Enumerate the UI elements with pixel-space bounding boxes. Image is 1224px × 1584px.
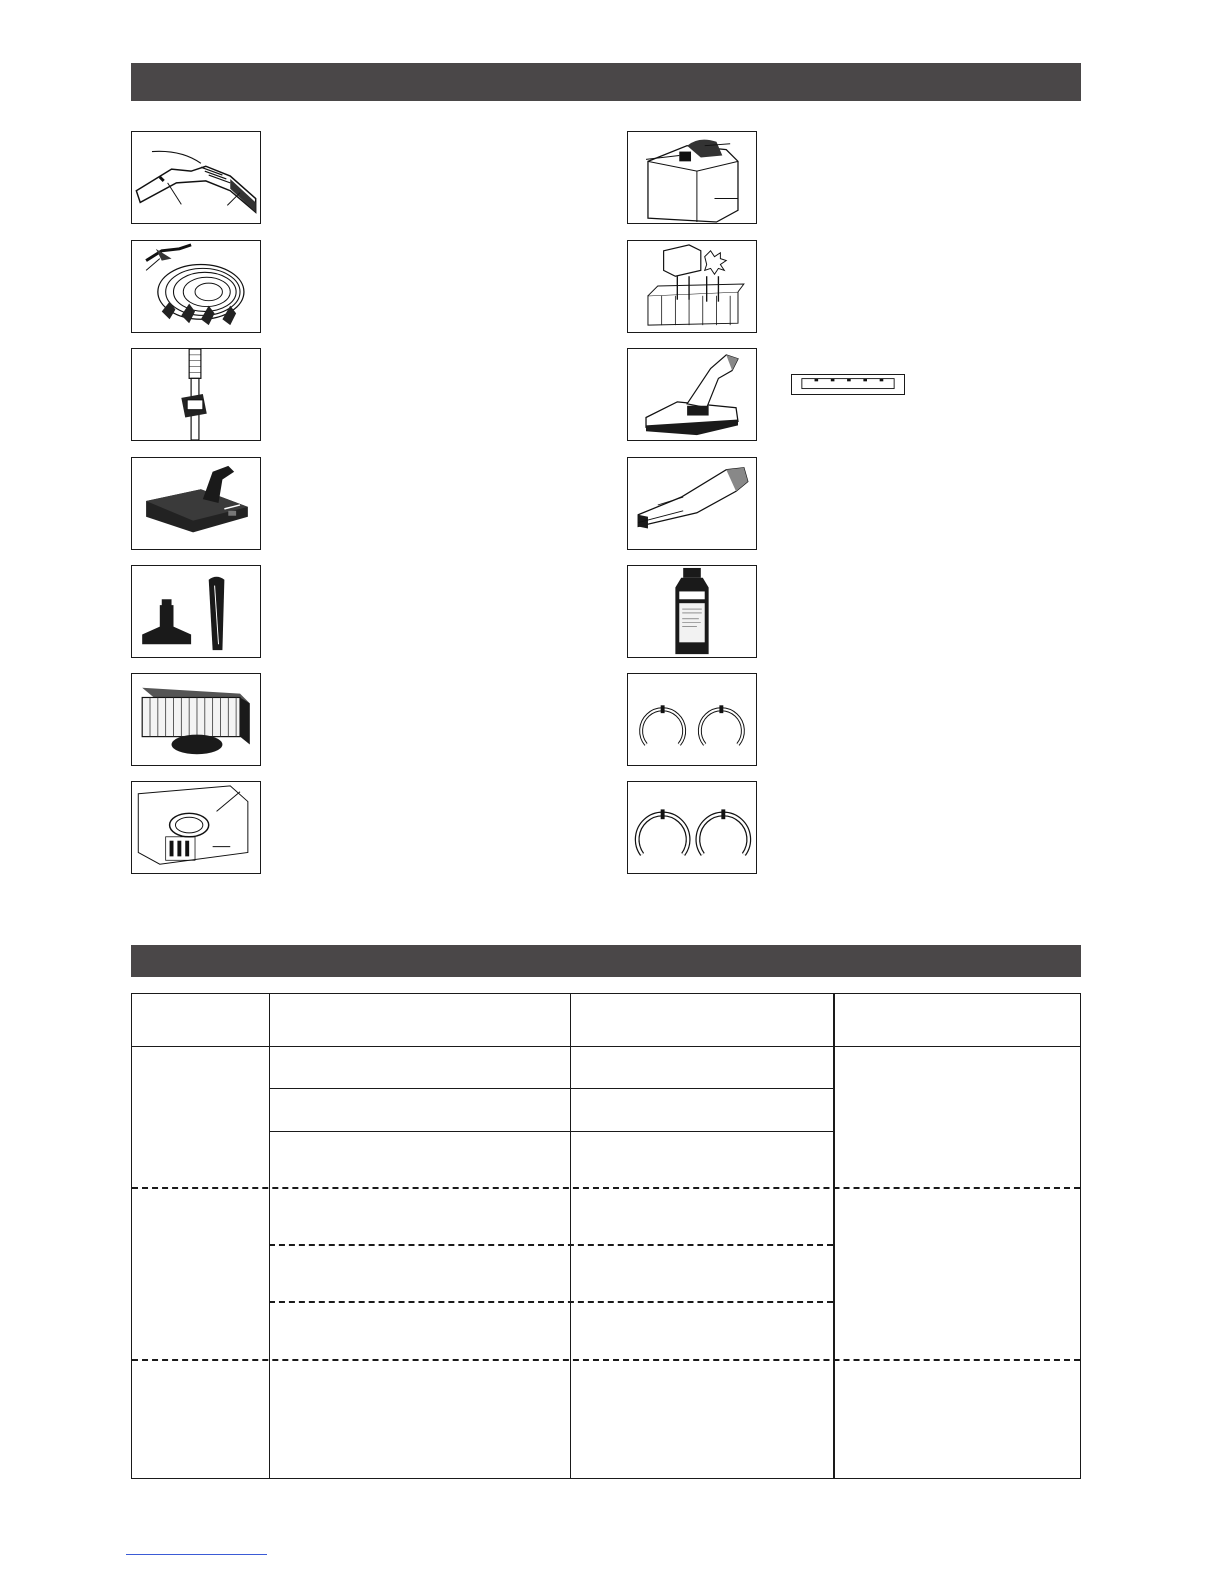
hepa-filter-icon: [131, 673, 261, 766]
large-clips-icon: [627, 781, 757, 874]
table-row-rule-dashed: [269, 1244, 833, 1246]
table-row-rule: [269, 1131, 833, 1132]
water-filter-tank-icon: [131, 781, 261, 874]
table-col-divider: [269, 994, 270, 1478]
water-tank-icon: [627, 131, 757, 224]
small-clips-icon: [627, 673, 757, 766]
rubber-lip-icon: [791, 374, 905, 395]
floor-nozzle-icon: [131, 457, 261, 550]
telescopic-tube-icon: [131, 348, 261, 441]
table-row-rule-dashed: [269, 1301, 833, 1303]
section-header-bar-2: [131, 945, 1081, 977]
detergent-bottle-icon: [627, 565, 757, 658]
wash-floor-nozzle-icon: [627, 348, 757, 441]
table-col-divider: [570, 994, 571, 1478]
troubleshooting-table: [131, 993, 1081, 1479]
upholstery-nozzle-icon: [627, 457, 757, 550]
table-group-rule: [132, 1187, 1080, 1189]
coiled-hose-icon: [131, 240, 261, 333]
antifoam-cartridge-icon: [627, 240, 757, 333]
footer-link-underline[interactable]: [126, 1554, 267, 1555]
section-header-bar: [131, 63, 1081, 101]
table-row-rule: [269, 1088, 833, 1089]
table-group-rule: [132, 1359, 1080, 1361]
hose-handle-icon: [131, 131, 261, 224]
table-header-rule: [132, 1046, 1080, 1047]
small-nozzles-icon: [131, 565, 261, 658]
table-col-divider: [833, 994, 835, 1478]
